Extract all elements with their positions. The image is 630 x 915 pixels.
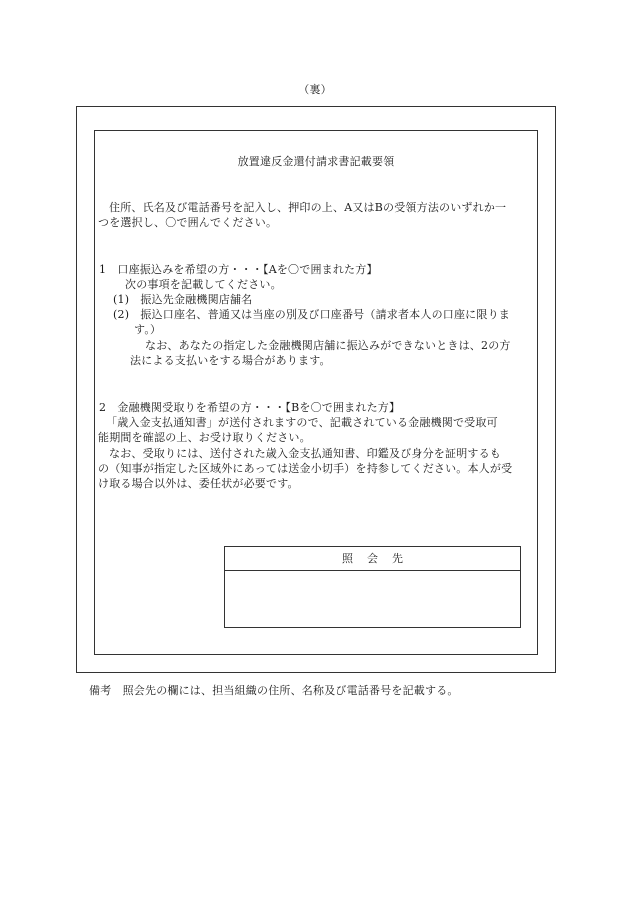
remark-note: 備考 照会先の欄には、担当組織の住所、名称及び電話番号を記載する。 [89,684,459,697]
contact-body [231,577,514,621]
section1-heading: 1 口座振込みを希望の方・・・【Aを〇で囲まれた方】 [99,263,378,276]
section2-para2-line-1: なお、受取りには、送付された歳入金支払通知書、印鑑及び身分を証明するも [109,447,501,460]
intro-line-2: つを選択し、〇で囲んでください。 [98,216,278,229]
section1-note-line-2: 法による支払いをする場合があります。 [130,354,331,367]
section2-heading: 2 金融機関受取りを希望の方・・・【Bを〇で囲まれた方】 [99,401,401,414]
section2-para1-line-2: 能期間を確認の上、お受け取りください。 [98,431,311,444]
intro-line-1: 住所、氏名及び電話番号を記入し、押印の上、A又はBの受領方法のいずれか一 [109,201,507,214]
contact-label: 照会先 [225,547,520,571]
section1-lead: 次の事項を記載してください。 [125,278,282,291]
form-title: 放置違反金還付請求書記載要領 [237,155,395,168]
contact-box [224,546,521,628]
section2-para2-line-2: の（知事が指定した区域外にあっては送金小切手）を持参してください。本人が受 [98,462,513,475]
section1-item-2-line-1: (2) 振込口座名、普通又は当座の別及び口座番号（請求者本人の口座に限りま [113,308,510,321]
section2-para1-line-1: 「歳入金支払通知書」が送付されますので、記載されている金融機関で受取可 [106,416,498,429]
page-side-label: （裏） [298,83,332,96]
section2-para2-line-3: け取る場合以外は、委任状が必要です。 [98,477,299,490]
section1-note-line-1: なお、あなたの指定した金融機関店舗に振込みができないときは、2の方 [145,339,511,352]
section1-item-1: (1) 振込先金融機関店舗名 [113,293,253,306]
section1-item-2-line-2: す。） [134,323,162,336]
